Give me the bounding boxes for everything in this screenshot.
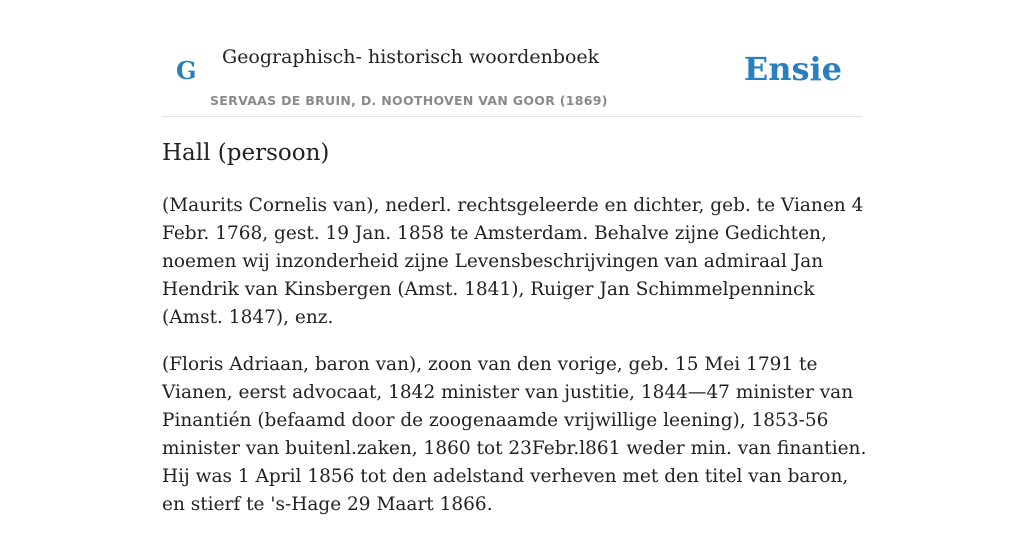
ensie-logo[interactable]: Ensie <box>743 50 842 88</box>
entry-content <box>162 192 867 538</box>
header <box>162 0 862 117</box>
entry-title: Hall (persoon) <box>162 140 330 166</box>
entry-paragraph-2: (Floris Adriaan, baron van), zoon van den vorige, geb. 15 Mei 1791 te Vianen, eerst advocaat, 1842 minister van justitie, 1844—47 minister van Pinantién (befaamd door de zoogenaamde vrijwillige leening), 1853-56 minister van buitenl.zaken, 1860 tot 23Febr.l861 weder min. van finantien. Hij was 1 April 1856 tot den adelstand verheven met den titel van baron, en stierf te 's-Hage 29 Maart 1866. <box>162 354 867 515</box>
book-title-link[interactable]: Geographisch- historisch woordenboek <box>222 46 600 68</box>
entry-paragraph-1: (Maurits Cornelis van), nederl. rechtsgeleerde en dichter, geb. te Vianen 4 Febr. 1768, gest. 19 Jan. 1858 te Amsterdam. Behalve zijne Gedichten, noemen wij inzonderheid zijne Levensbeschrijvingen van admiraal Jan Hendrik van Kinsbergen (Amst. 1841), Ruiger Jan Schimmelpenninck (Amst. 1847), enz. <box>162 195 864 328</box>
book-authors: SERVAAS DE BRUIN, D. NOOTHOVEN VAN GOOR (1869) <box>210 93 608 108</box>
book-letter-icon[interactable]: G <box>176 56 197 85</box>
